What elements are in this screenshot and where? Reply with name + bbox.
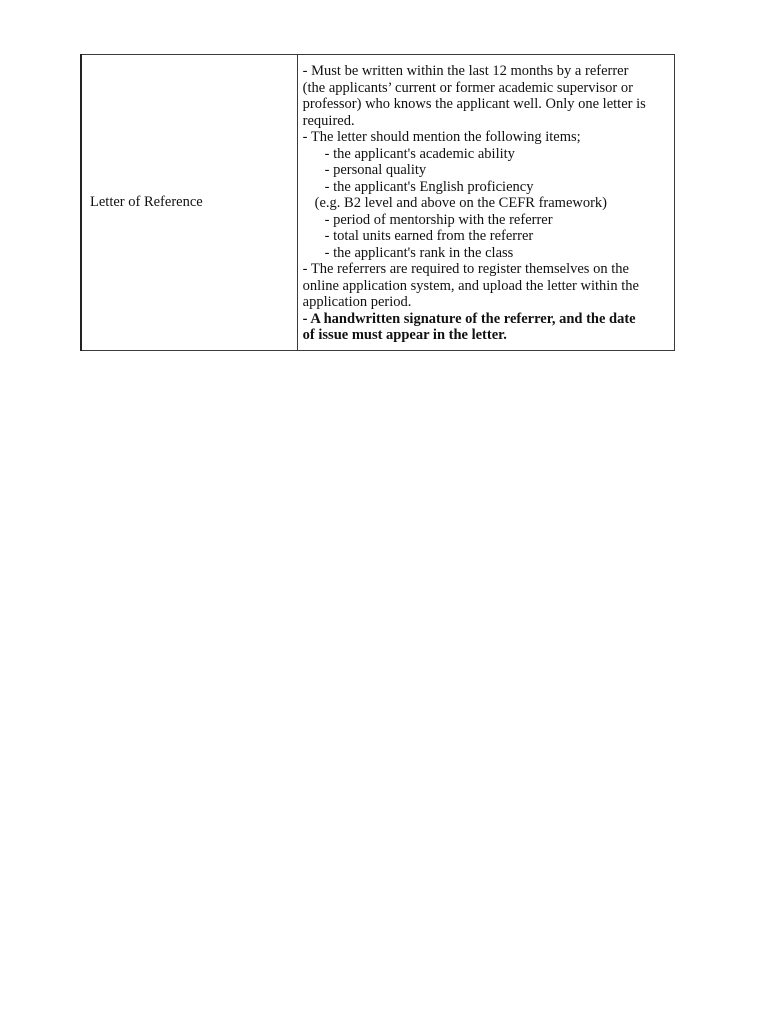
mention-item: - the applicant's academic ability: [324, 145, 515, 162]
mention-item: - the applicant's rank in the class: [324, 244, 514, 261]
mention-item: - total units earned from the referrer: [324, 228, 534, 244]
description-line: (the applicants’ current or former academic supervisor or: [302, 79, 633, 96]
description-line: - The referrers are required to register themselves on the: [302, 261, 629, 277]
mention-item-note: (e.g. B2 level and above on the CEFR framework): [314, 195, 608, 211]
signature-requirement-line: of issue must appear in the letter.: [302, 327, 507, 343]
requirement-label-cell: [81, 55, 297, 351]
table-row: [81, 55, 675, 351]
description-line: online application system, and upload the letter within the: [302, 277, 639, 294]
description-line: application period.: [302, 294, 412, 310]
description-line: professor) who knows the applicant well. Only one letter is: [302, 96, 646, 112]
description-line: required.: [302, 112, 355, 129]
signature-requirement-line: - A handwritten signature of the referrer, and the date: [302, 310, 636, 327]
description-line: - Must be written within the last 12 months by a referrer: [302, 63, 629, 79]
requirements-table: [80, 54, 675, 351]
requirement-label: Letter of Reference: [90, 194, 203, 210]
requirement-description-cell: [297, 55, 674, 351]
mention-item: - personal quality: [324, 162, 427, 178]
description-line: - The letter should mention the following items;: [302, 129, 581, 145]
mention-item: - the applicant's English proficiency: [324, 178, 534, 195]
mention-item: - period of mentorship with the referrer: [324, 211, 553, 228]
